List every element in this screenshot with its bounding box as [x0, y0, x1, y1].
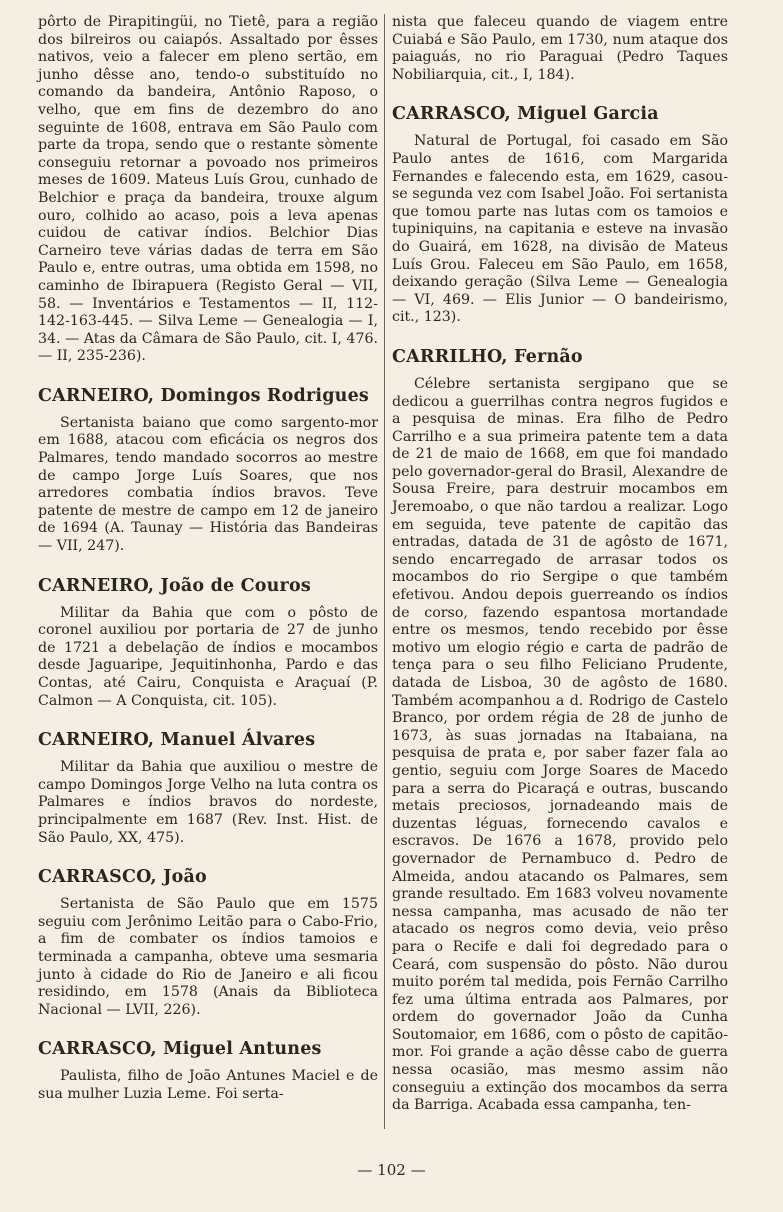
column-divider: [384, 14, 385, 1129]
entry-heading: CARRILHO, Fernão: [392, 346, 583, 367]
entry-text: Paulista, filho de João Antunes Maciel e de sua mulher Luzia Leme. Foi serta-: [38, 1068, 378, 1102]
entry-text: Natural de Portugal, foi casado em São Paulo antes de 1616, com Margarida Fernandes e falecendo esta, em 1629, casou-se segunda vez com Isabel João. Foi sertanista que tomou parte nas lutas com os tamoios e tupiniquins, na capitania e esteve na invasão do Guairá, em 1628, na divisão de Mateus Luís Grou. Faleceu em São Paulo, em 1658, deixando geração (Silva Leme — Genealogia — VI, 469. — Elis Junior — O bandeirismo, cit., 123).: [392, 133, 728, 326]
entry-continuation-text: pôrto de Pirapitingüi, no Tietê, para a região dos bilreiros ou caiapós. Assaltado por êsses nativos, veio a falecer em pleno sertão, em junho dêsse ano, tendo-o substituído no comando da bandeira, Antônio Raposo, o velho, que em fins de dezembro do ano seguinte de 1608, entrava em São Paulo com parte da tropa, sendo que o restante sòmente conseguiu retornar a povoado nos primeiros meses de 1609. Mateus Luís Grou, cunhado de Belchior e praça da bandeira, trouxe algum ouro, colhido ao acaso, pois a leva apenas cuidou de cativar índios. Belchior Dias Carneiro teve várias dadas de terra em São Paulo e, entre outras, uma obtida em 1598, no caminho de Ibirapuera (Registo Geral — VII, 58. — Inventários e Testamentos — II, 112-142-163-445. — Silva Leme — Genealogia — I, 34. — Atas da Câmara de São Paulo, cit. I, 476. — II, 235-236).: [38, 14, 378, 365]
entry-heading: CARNEIRO, Domingos Rodrigues: [38, 385, 369, 406]
entry-text: Militar da Bahia que com o pôsto de coronel auxiliou por portaria de 27 de junho de 1721 a debelação de índios e mocambos desde Jaguaripe, Jequitinhonha, Pardo e das Contas, até Cairu, Conquista e Araçuaí (P. Calmon — A Conquista, cit. 105).: [38, 604, 378, 709]
entry-heading: CARRASCO, Miguel Garcia: [392, 104, 659, 125]
entry-text: Militar da Bahia que auxiliou o mestre de campo Domingos Jorge Velho na luta contra os Palmares e índios bravos do nordeste, principalmente em 1687 (Rev. Inst. Hist. de São Paulo, XX, 475).: [38, 759, 378, 846]
entry-heading: CARRASCO, Miguel Antunes: [38, 1039, 322, 1060]
entry-text: Célebre sertanista sergipano que se dedicou a guerrilhas contra negros fugidos e a pesquisa de minas. Era filho de Pedro Carrilho e a sua primeira patente tem a data de 21 de maio de 1668, em que foi mandado pelo governador-geral do Brasil, Alexandre de Sousa Freire, para destruir mocambos em Jeremoabo, o que não tardou a realizar. Logo em seguida, teve patente de capitão das entradas, datada de 31 de agôsto de 1671, sendo encarregado de arrasar todos os mocambos do rio Sergipe o que também efetivou. Andou depois guerreando os índios de corso, fazendo espantosa mortandade entre os mesmos, tendo recebido por êsse motivo um elogio régio e carta de padrão de tença para o seu filho Feliciano Prudente, datada de Lisboa, 30 de agôsto de 1680. Também acompanhou a d. Rodrigo de Castelo Branco, por ordem régia de 28 de junho de 1673, às suas jornadas na Itabaiana, na pesquisa de prata e, por saber fazer fala ao gentio, seguiu com Jorge Soares de Macedo para a serra do Picaraçá e outras, buscando metais preciosos, jornadeando mais de duzentas léguas, fornecendo cavalos e escravos. De 1676 a 1678, provido pelo governador de Pernambuco d. Pedro de Almeida, andou atacando os Palmares, sem grande resultado. Em 1683 volveu novamente nessa campanha, mas acusado de não ter atacado os negros como devia, veio prêso para o Recife e dali foi degredado para o Ceará, com suspensão do pôsto. Não durou muito porém tal medida, pois Fernão Carrilho fez uma última entrada aos Palmares, por ordem do governador João da Cunha Soutomaior, em 1686, com o pôsto de capitão-mor. Foi grande a ação dêsse cabo de guerra nessa ocasião, mas mesmo assim não conseguiu a extinção dos mocambos da serra da Barriga. Acabada essa campanha, ten-: [392, 375, 728, 1114]
entry-text: Sertanista baiano que como sargento-mor em 1688, atacou com eficácia os negros dos Palmares, tendo mandado socorros ao mestre de campo Jorge Luís Soares, que nos arredores combatia índios bravos. Teve patente de mestre de campo em 12 de janeiro de 1694 (A. Taunay — História das Bandeiras — VII, 247).: [38, 414, 378, 555]
entry-heading: CARRASCO, João: [38, 867, 207, 888]
left-column: [38, 14, 378, 1104]
entry-continuation-text: nista que faleceu quando de viagem entre Cuiabá e São Paulo, em 1730, num ataque dos paiaguás, no rio Paraguai (Pedro Taques Nobiliarquia, cit., I, 184).: [392, 14, 728, 83]
entry-heading: CARNEIRO, Manuel Álvares: [38, 730, 316, 751]
page-number: — 102 —: [357, 1161, 426, 1179]
entry-heading: CARNEIRO, João de Couros: [38, 575, 311, 596]
entry-text: Sertanista de São Paulo que em 1575 seguiu com Jerônimo Leitão para o Cabo-Frio, a fim de combater os índios tamoios e terminada a campanha, obteve uma sesmaria junto à cidade do Rio de Janeiro e ali ficou residindo, em 1578 (Anais da Biblioteca Nacional — LVII, 226).: [38, 896, 378, 1018]
right-column: [392, 14, 728, 1115]
